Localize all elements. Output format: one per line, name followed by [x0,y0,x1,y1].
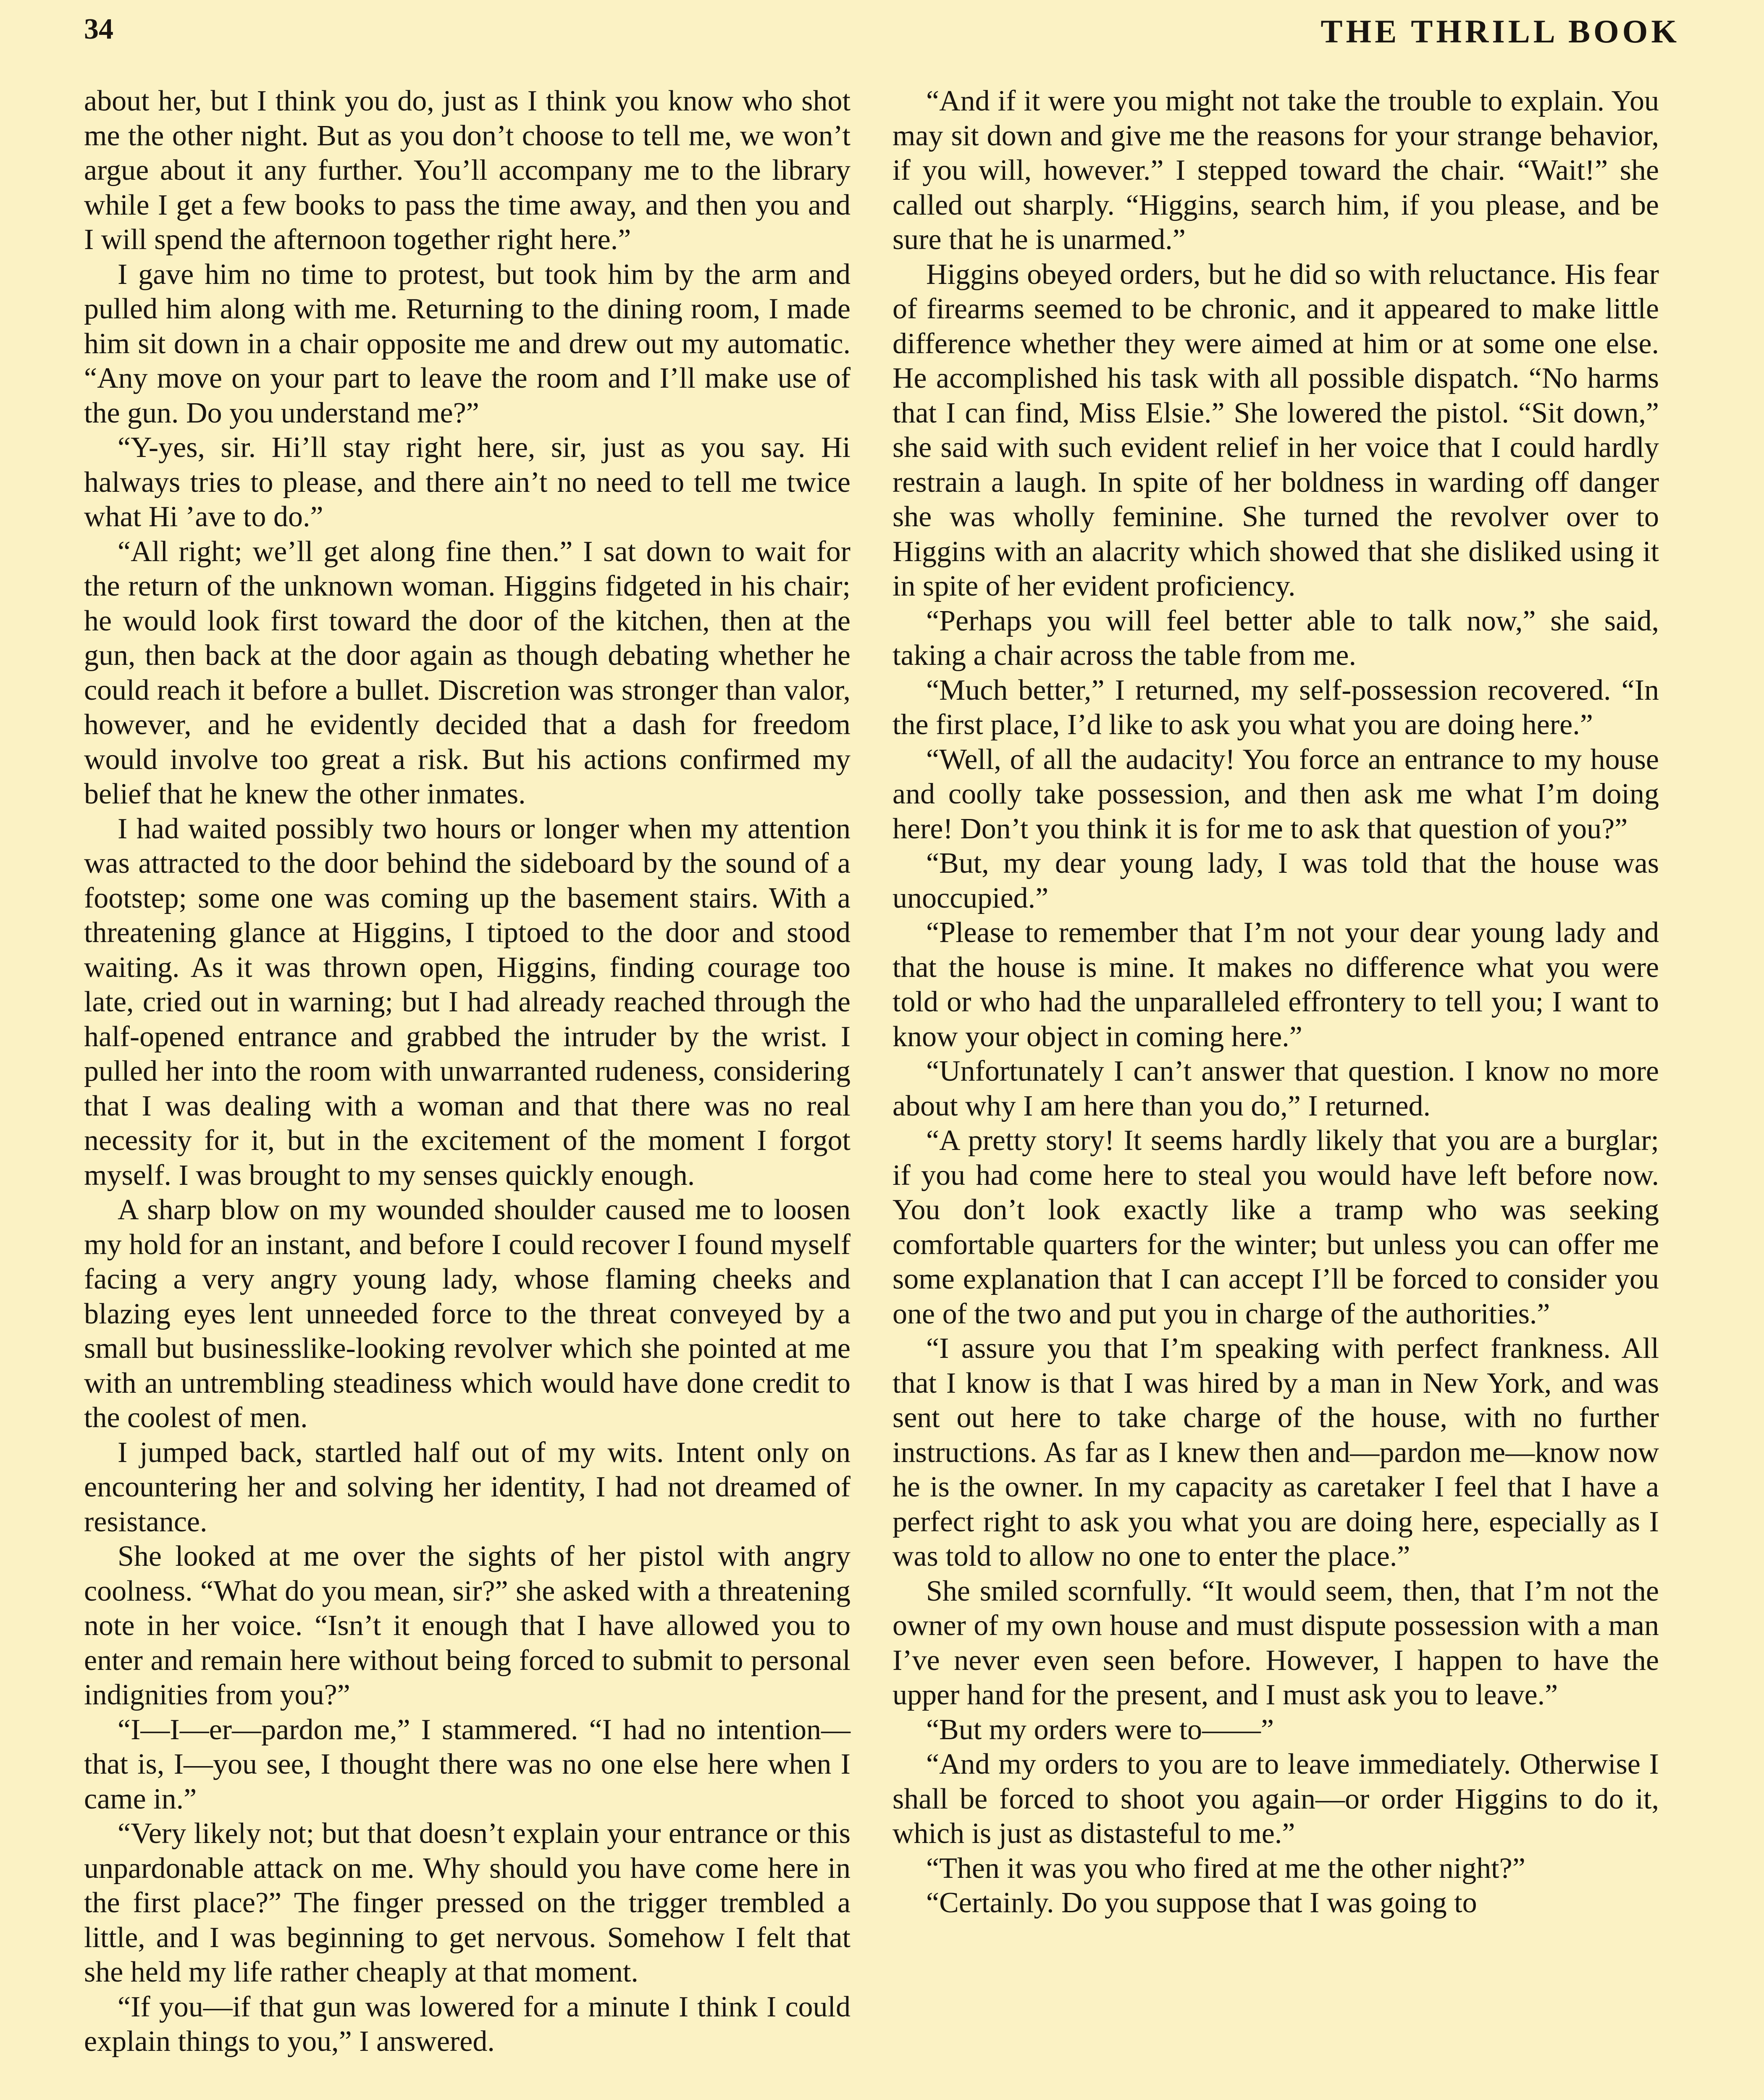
paragraph: “Well, of all the audacity! You force an entrance to my house and coolly take possession, and then ask me what I’m doing here! Don’t you think it is for me to ask that question of you?” [892,743,1659,845]
paragraph: I had waited possibly two hours or longer when my attention was attracted to the door behind the sideboard by the sound of a footstep; some one was coming up the basement stairs. With a threatening glance at Higgins, I tiptoed to the door and stood waiting. As it was thrown open, Higgins, finding courage too late, cried out in warning; but I had already reached through the half-opened entrance and grabbed the intruder by the wrist. I pulled her into the room with unwarranted rudeness, considering that I was dealing with a woman and that there was no real necessity for it, but in the excitement of the moment I forgot myself. I was brought to my senses quickly enough. [84,812,850,1192]
paragraph: “And my orders to you are to leave immediately. Otherwise I shall be forced to shoot you again—or order Higgins to do it, which is just as distasteful to me.” [892,1748,1659,1850]
paragraph: I gave him no time to protest, but took him by the arm and pulled him along with me. Returning to the dining room, I made him sit down in a chair opposite me and drew out my automatic. “Any move on your part to leave the room and I’ll make use of the gun. Do you understand me?” [84,258,850,429]
page-number: 34 [84,13,113,45]
paragraph: “A pretty story! It seems hardly likely that you are a burglar; if you had come here to steal you would have left before now. You don’t look exactly like a tramp who was seeking comfortable quarters for the winter; but unless you can offer me some explanation that I can accept I’ll be forced to consider you one of the two and put you in charge of the authorities.” [892,1124,1659,1330]
paragraph: She smiled scornfully. “It would seem, then, that I’m not the owner of my own house and must dispute possession with a man I’ve never even seen before. However, I happen to have the upper hand for the present, and I must ask you to leave.” [892,1575,1659,1711]
magazine-title: THE THRILL BOOK [1320,13,1680,50]
left-column [84,84,850,2100]
paragraph: about her, but I think you do, just as I think you know who shot me the other night. But as you don’t choose to tell me, we won’t argue about it any further. You’ll accompany me to the library while I get a few books to pass the time away, and then you and I will spend the afternoon together right here.” [84,85,850,256]
paragraph: She looked at me over the sights of her pistol with angry coolness. “What do you mean, sir?” she asked with a threatening note in her voice. “Isn’t it enough that I have allowed you to enter and remain here without being forced to submit to personal indignities from you?” [84,1540,850,1711]
paragraph: “But, my dear young lady, I was told that the house was unoccupied.” [892,847,1659,914]
paragraph: “I—I—er—pardon me,” I stammered. “I had no intention—that is, I—you see, I thought there was no one else here when I came in.” [84,1713,850,1815]
paragraph: “And if it were you might not take the trouble to explain. You may sit down and give me the reasons for your strange behavior, if you will, however.” I stepped toward the chair. “Wait!” she called out sharply. “Higgins, search him, if you please, and be sure that he is unarmed.” [892,85,1659,256]
paragraph: “I assure you that I’m speaking with perfect frankness. All that I know is that I was hired by a man in New York, and was sent out here to take charge of the house, with no further instructions. As far as I knew then and—pardon me—know now he is the owner. In my capacity as caretaker I feel that I have a perfect right to ask you what you are doing here, especially as I was told to allow no one to enter the place.” [892,1332,1659,1572]
paragraph: “Much better,” I returned, my self-possession recovered. “In the first place, I’d like to ask you what you are doing here.” [892,674,1659,741]
paragraph: I jumped back, startled half out of my wits. Intent only on encountering her and solving her identity, I had not dreamed of resistance. [84,1436,850,1538]
paragraph: “Certainly. Do you suppose that I was going to [926,1887,1477,1919]
paragraph: “Y-yes, sir. Hi’ll stay right here, sir, just as you say. Hi halways tries to please, and there ain’t no need to tell me twice what Hi ’ave to do.” [84,431,850,533]
paragraph: A sharp blow on my wounded shoulder caused me to loosen my hold for an instant, and before I could recover I found myself facing a very angry young lady, whose flaming cheeks and blazing eyes lent unneeded force to the threat conveyed by a small but businesslike-looking revolver which she pointed at me with an untrembling steadiness which would have done credit to the coolest of men. [84,1194,850,1434]
paragraph: “Please to remember that I’m not your dear young lady and that the house is mine. It makes no difference what you were told or who had the unparalleled effrontery to tell you; I want to know your object in coming here.” [892,916,1659,1053]
page-header [84,13,1680,63]
paragraph: “Then it was you who fired at me the other night?” [926,1852,1525,1885]
paragraph: “Perhaps you will feel better able to talk now,” she said, taking a chair across the table from me. [892,604,1659,672]
paragraph: “But my orders were to——” [926,1713,1274,1746]
paragraph: “If you—if that gun was lowered for a minute I think I could explain things to you,” I answered. [84,1990,850,2058]
paragraph: “Very likely not; but that doesn’t explain your entrance or this unpardonable attack on me. Why should you have come here in the first place?” The finger pressed on the trigger trembled a little, and I was beginning to get nervous. Somehow I felt that she held my life rather cheaply at that moment. [84,1817,850,1988]
paragraph: Higgins obeyed orders, but he did so with reluctance. His fear of firearms seemed to be chronic, and it appeared to make little difference whether they were aimed at him or at some one else. He accomplished his task with all possible dispatch. “No harms that I can find, Miss Elsie.” She lowered the pistol. “Sit down,” she said with such evident relief in her voice that I could hardly restrain a laugh. In spite of her boldness in warding off danger she was wholly feminine. She turned the revolver over to Higgins with an alacrity which showed that she disliked using it in spite of her evident proficiency. [892,258,1659,602]
right-column [892,84,1659,2100]
paragraph: “Unfortunately I can’t answer that question. I know no more about why I am here than you do,” I returned. [892,1055,1659,1122]
paragraph: “All right; we’ll get along fine then.” I sat down to wait for the return of the unknown woman. Higgins fidgeted in his chair; he would look first toward the door of the kitchen, then at the gun, then back at the door again as though debating whether he could reach it before a bullet. Discretion was stronger than valor, however, and he evidently decided that a dash for freedom would involve too great a risk. But his actions confirmed my belief that he knew the other inmates. [84,535,850,810]
